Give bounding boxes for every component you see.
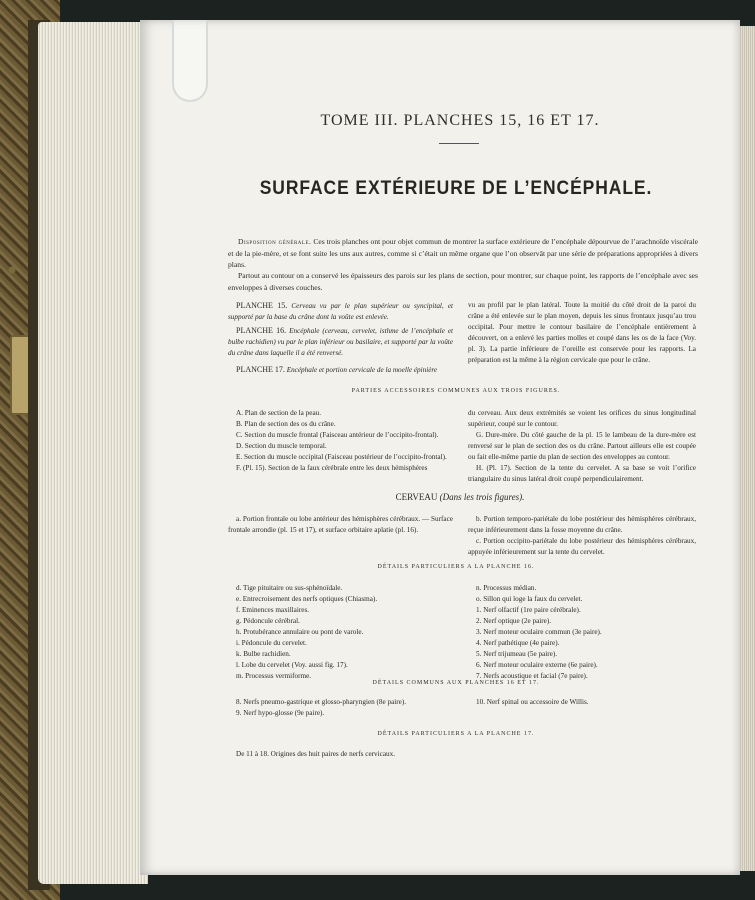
list-item: e. Entrecroisement des nerfs optiques (Chiasma). <box>236 595 378 603</box>
list-item: E. Section du muscle occipital (Faisceau postérieur de l’occipito-frontal). <box>236 453 447 461</box>
list-item: d. Tige pituitaire ou sus-sphénoïdale. <box>236 584 343 592</box>
list-item: 8. Nerfs pneumo-gastrique et glosso-pharyngien (8e paire). <box>236 698 407 706</box>
list-item: b. Portion temporo-pariétale du lobe postérieur des hémisphères cérébraux, reçue inférieurement dans la fosse moyenne du crâne. <box>468 515 696 534</box>
list-item: 5. Nerf trijumeau (5e paire). <box>476 650 558 658</box>
accessoires-right-list <box>468 408 696 485</box>
list-item: 10. Nerf spinal ou accessoire de Willis. <box>476 698 589 706</box>
list-item: o. Sillon qui loge la faux du cervelet. <box>476 595 583 603</box>
planche-16 <box>228 325 453 359</box>
cerveau-right <box>468 514 696 558</box>
list-item: 2. Nerf optique (2e paire). <box>476 617 552 625</box>
intro-paragraph-2: Partout au contour on a conservé les épaisseurs des parois sur les plans de section, pour montrer, sur chaque point, les rapports de l’encéphale avec ses enveloppes à diverses couches. <box>228 271 698 292</box>
list-item: D. Section du muscle temporal. <box>236 442 327 450</box>
list-item: g. Pédoncule cérébral. <box>236 617 300 625</box>
list-item: 3. Nerf moteur oculaire commun (3e paire). <box>476 628 602 636</box>
details-17-line: De 11 à 18. Origines des huit paires de nerfs cervicaux. <box>236 750 396 758</box>
list-item: A. Plan de section de la peau. <box>236 409 322 417</box>
details-16-17-heading: DÉTAILS COMMUNS AUX PLANCHES 16 ET 17. <box>372 680 540 686</box>
tome-heading: TOME III. PLANCHES 15, 16 ET 17. <box>320 112 600 129</box>
planche-16-label: PLANCHE 16. <box>236 326 287 335</box>
accessoires-left-list <box>228 408 453 474</box>
planche-16-text: Encéphale (cerveau, cervelet, isthme de l’encéphale et bulbe rachidien) vu par le plan inférieur ou basilaire, et supporté par la voûte du crâne dans laquelle il a été renversé. <box>228 327 453 357</box>
planche-15-label: PLANCHE 15. <box>236 301 288 310</box>
details-16-right-list <box>476 583 704 682</box>
list-item: F. (Pl. 15). Section de la faux cérébrale entre les deux hémisphères <box>236 464 428 472</box>
page-stack <box>38 22 148 884</box>
list-item: n. Processus médian. <box>476 584 537 592</box>
list-item: i. Pédoncule du cervelet. <box>236 639 307 647</box>
list-item: du cerveau. Aux deux extrémités se voient les orifices du sinus longitudinal supérieur, coupé sur le contour. <box>468 409 696 428</box>
planche-17-continued: vu au profil par le plan latéral. Toute la moitié du côté droit de la paroi du crâne a été enlevée sur le plan moyen, depuis les sinus frontaux jusqu’au trou occipital. Pour mettre le contour basilaire de l’encéphale entièrement à découvert, on a enlevé les parties molles et coupé dans les os de la face (Voy. pl. 3). La partie inférieure de l’oreille est conservée pour les rapports. La préparation est la même à la région cervicale que pour le crâne. <box>468 301 696 364</box>
planche-15 <box>228 300 453 323</box>
list-item: 1. Nerf olfactif (1re paire cérébrale). <box>476 606 581 614</box>
list-item: 9. Nerf hypo-glosse (9e paire). <box>236 709 325 717</box>
details-16-17-left-list <box>228 697 453 719</box>
cerveau-heading <box>0 492 755 502</box>
accessoires-heading: PARTIES ACCESSOIRES COMMUNES AUX TROIS FIGURES. <box>351 388 561 394</box>
details-16-left-list <box>228 583 453 682</box>
details-16-heading: DÉTAILS PARTICULIERS A LA PLANCHE 16. <box>377 564 535 570</box>
bookmark-clip <box>172 20 208 102</box>
list-item: B. Plan de section des os du crâne. <box>236 420 336 428</box>
planche-15-text: Cerveau vu par le plan supérieur ou syncipital, et supporté par la base du crâne dont la voûte est enlevée. <box>228 302 454 321</box>
intro-text: Ces trois planches ont pour objet commun de montrer la surface extérieure de l’encéphale dépourvue de l’arachnoïde viscérale et de la pie-mère, et se font suite les uns aux autres, comme si c’était un même organe que l’on observât par une série de préparations appropriées à divers plans. <box>228 237 698 270</box>
cerveau-a: a. Portion frontale ou lobe antérieur des hémisphères cérébraux. — Surface frontale arrondie (pl. 15 et 17), et surface orbitaire aplatie (pl. 16). <box>228 515 453 534</box>
list-item: h. Protubérance annulaire ou pont de varole. <box>236 628 364 636</box>
list-item: 4. Nerf pathétique (4e paire). <box>476 639 560 647</box>
intro-paragraph-1 <box>228 236 698 271</box>
list-item: k. Bulbe rachidien. <box>236 650 291 658</box>
list-item: 6. Nerf moteur oculaire externe (6e paire). <box>476 661 598 669</box>
list-item: c. Portion occipito-pariétale du lobe postérieur des hémisphères cérébraux, appuyée inférieurement sur la tente du cervelet. <box>468 537 696 556</box>
list-item: f. Eminences maxillaires. <box>236 606 310 614</box>
details-17-heading: DÉTAILS PARTICULIERS A LA PLANCHE 17. <box>377 731 535 737</box>
title-divider <box>439 143 479 144</box>
intro-label: Disposition générale. <box>238 237 312 246</box>
list-item: m. Processus vermiforme. <box>236 672 312 680</box>
planche-17-label: PLANCHE 17. <box>236 365 285 374</box>
page-title: SURFACE EXTÉRIEURE DE L’ENCÉPHALE. <box>259 178 653 199</box>
planche-17-text: Encéphale et portion cervicale de la moelle épinière <box>286 366 438 374</box>
planche-17 <box>228 364 453 376</box>
list-item: H. (Pl. 17). Section de la tente du cervelet. A sa base se voit l’orifice triangulaire du sinus latéral droit coupé perpendiculairement. <box>468 464 696 483</box>
list-item: l. Lobe du cervelet (Voy. aussi fig. 17). <box>236 661 348 669</box>
list-item: G. Dure-mère. Du côté gauche de la pl. 15 le lambeau de la dure-mère est renversé sur le plan de section des os du crâne. Partout ailleurs elle est coupée ou fait elle-même partie du plan de section des enveloppes au contour. <box>468 431 696 461</box>
list-item: C. Section du muscle frontal (Faisceau antérieur de l’occipito-frontal). <box>236 431 439 439</box>
list-item: 7. Nerfs acoustique et facial (7e paire). <box>476 672 588 680</box>
details-16-17-right-list <box>476 697 704 708</box>
cerveau-title: CERVEAU <box>395 492 438 502</box>
cerveau-note: (Dans les trois figures). <box>439 492 525 502</box>
